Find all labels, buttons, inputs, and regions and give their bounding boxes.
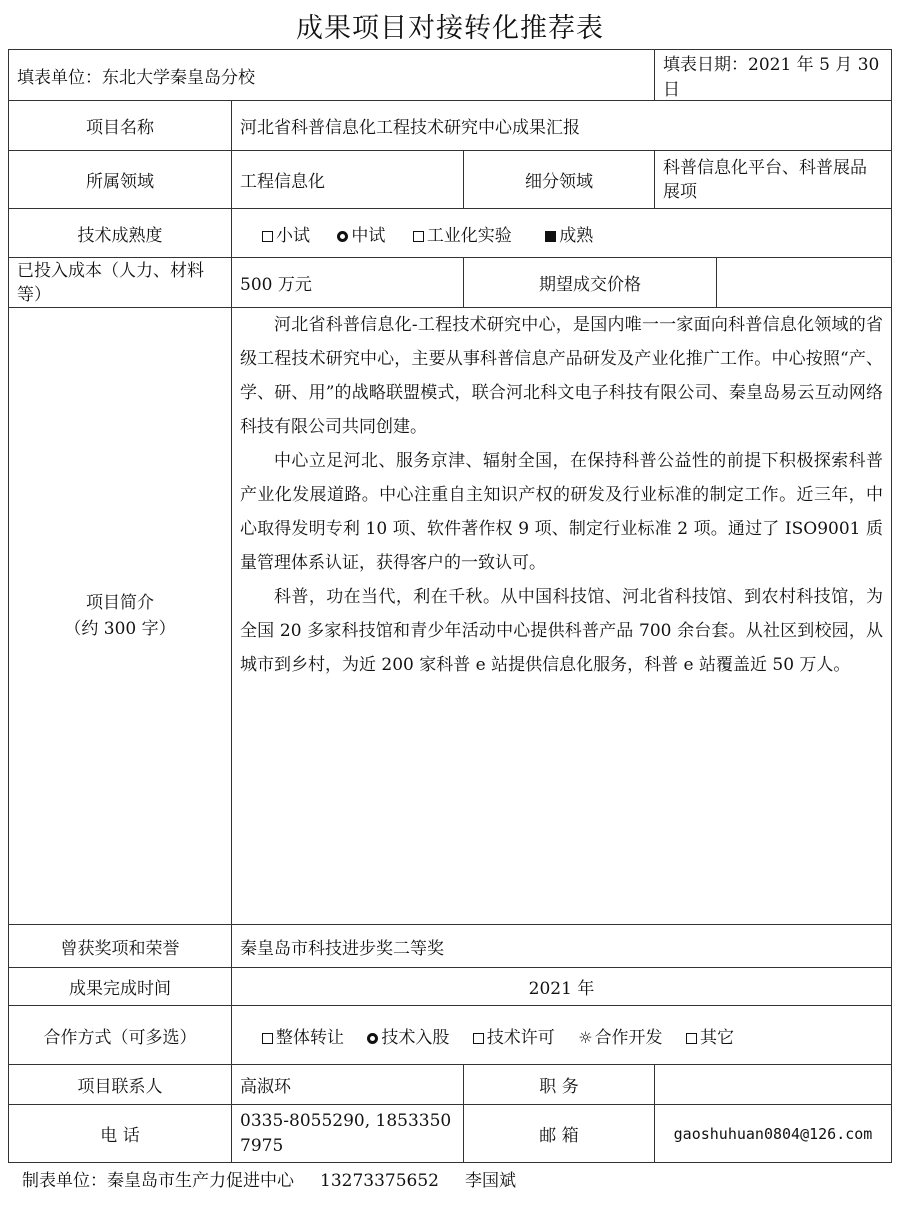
maturity-option-pilot-small[interactable] (262, 221, 310, 246)
awards-value: 秦皇岛市科技进步奖二等奖 (232, 925, 892, 968)
footer-person: 李国斌 (464, 1171, 516, 1191)
maturity-option-mature[interactable] (545, 221, 593, 246)
footer-unit-value: 秦皇岛市生产力促进中心 (107, 1171, 294, 1191)
cooperation-row (9, 1006, 892, 1065)
maturity-row (9, 209, 892, 258)
cooperation-label: 合作方式（可多选） (9, 1006, 232, 1065)
cost-label: 已投入成本（人力、材料等） (9, 258, 232, 308)
summary-text (232, 308, 892, 925)
option-label: 整体转让 (276, 1027, 344, 1048)
price-value (717, 258, 892, 308)
option-label: 中试 (351, 225, 386, 246)
option-label: 其它 (699, 1027, 734, 1048)
subfield-value: 科普信息化平台、科普展品展项 (655, 151, 892, 209)
cost-value: 500 万元 (232, 258, 464, 308)
awards-label: 曾获奖项和荣誉 (9, 925, 232, 968)
option-label: 小试 (276, 225, 310, 246)
fill-unit-cell (9, 50, 655, 101)
completion-row (9, 968, 892, 1006)
email-label: 邮 箱 (464, 1105, 655, 1163)
footer-unit-label: 制表单位： (22, 1171, 107, 1191)
summary-label-cell (9, 308, 232, 925)
checkbox-filled-icon (545, 231, 556, 242)
completion-label: 成果完成时间 (9, 968, 232, 1006)
project-name-label: 项目名称 (9, 101, 232, 151)
fill-date-value: 2021 年 5 月 30 日 (663, 55, 880, 100)
option-label: 技术许可 (486, 1027, 555, 1048)
fill-unit-value: 东北大学秦皇岛分校 (102, 67, 255, 88)
field-value: 工程信息化 (232, 151, 464, 209)
fill-date-label: 填表日期： (663, 55, 748, 75)
footer (22, 1166, 542, 1191)
footer-phone: 13273375652 (320, 1171, 439, 1191)
completion-value: 2021 年 (232, 968, 892, 1006)
radio-selected-icon (337, 231, 348, 242)
maturity-option-pilot[interactable] (337, 221, 385, 246)
summary-row (9, 308, 892, 925)
checkbox-icon (413, 231, 424, 242)
field-label: 所属领域 (9, 151, 232, 209)
maturity-label: 技术成熟度 (9, 209, 232, 258)
email-value: gaoshuhuan0804@126.com (655, 1105, 892, 1163)
fill-date-cell (655, 50, 892, 101)
position-value (655, 1065, 892, 1105)
summary-paragraph: 中心立足河北、服务京津、辐射全国，在保持科普公益性的前提下积极探索科普产业化发展道路。中心注重自主知识产权的研发及行业标准的制定工作。近三年，中心取得发明专利 10 项、软件著作权 9 项、制定行业标准 2 项。通过了 ISO9001 质量管理体系认证，获得客户的一致认可。 (240, 451, 884, 573)
gear-icon: ☼ (578, 1027, 593, 1047)
awards-row (9, 925, 892, 968)
project-name-row (9, 101, 892, 151)
option-label: 技术入股 (381, 1027, 450, 1048)
form-title: 成果项目对接转化推荐表 (296, 13, 604, 44)
recommendation-form (8, 49, 892, 1163)
cooperation-option-other[interactable] (686, 1023, 734, 1048)
phone-row (9, 1105, 892, 1163)
cooperation-option-transfer[interactable] (262, 1023, 344, 1048)
summary-paragraph: 河北省科普信息化-工程技术研究中心，是国内唯一一家面向科普信息化领域的省级工程技术研究中心，主要从事科普信息产品研发及产业化推广工作。中心按照“产、学、研、用”的战略联盟模式，联合河北科文电子科技有限公司、秦皇岛易云互动网络科技有限公司共同创建。 (240, 315, 884, 437)
cooperation-options (232, 1006, 892, 1065)
field-row (9, 151, 892, 209)
checkbox-icon (686, 1033, 697, 1044)
price-label: 期望成交价格 (464, 258, 717, 308)
option-label: 工业化实验 (426, 225, 512, 246)
cooperation-option-equity[interactable] (367, 1023, 449, 1048)
summary-paragraph: 科普，功在当代，利在千秋。从中国科技馆、河北省科技馆、到农村科技馆，为全国 20 多家科技馆和青少年活动中心提供科普产品 700 余台套。从社区到校园，从城市到乡村，为近 200 家科普 e 站提供信息化服务，科普 e 站覆盖近 50 万人。 (240, 587, 884, 675)
phone-label: 电 话 (9, 1105, 232, 1163)
summary-sublabel: （约 300 字） (64, 619, 176, 639)
cooperation-option-license[interactable] (473, 1023, 555, 1048)
header-row (9, 50, 892, 101)
checkbox-icon (262, 1033, 273, 1044)
checkbox-icon (262, 231, 273, 242)
cost-row (9, 258, 892, 308)
maturity-options (232, 209, 892, 258)
contact-label: 项目联系人 (9, 1065, 232, 1105)
maturity-option-industrial[interactable] (413, 221, 512, 246)
option-label: 合作开发 (594, 1027, 663, 1048)
contact-row (9, 1065, 892, 1105)
phone-value: 0335-8055290, 18533507975 (232, 1105, 464, 1163)
fill-unit-label: 填表单位： (17, 67, 102, 88)
option-label: 成熟 (559, 225, 594, 246)
radio-selected-icon (367, 1033, 378, 1044)
contact-value: 高淑环 (232, 1065, 464, 1105)
subfield-label: 细分领域 (464, 151, 655, 209)
checkbox-icon (473, 1033, 484, 1044)
cooperation-option-joint-dev[interactable] (578, 1023, 662, 1048)
summary-label: 项目简介 (86, 593, 154, 613)
project-name-value: 河北省科普信息化工程技术研究中心成果汇报 (232, 101, 892, 151)
position-label: 职 务 (464, 1065, 655, 1105)
